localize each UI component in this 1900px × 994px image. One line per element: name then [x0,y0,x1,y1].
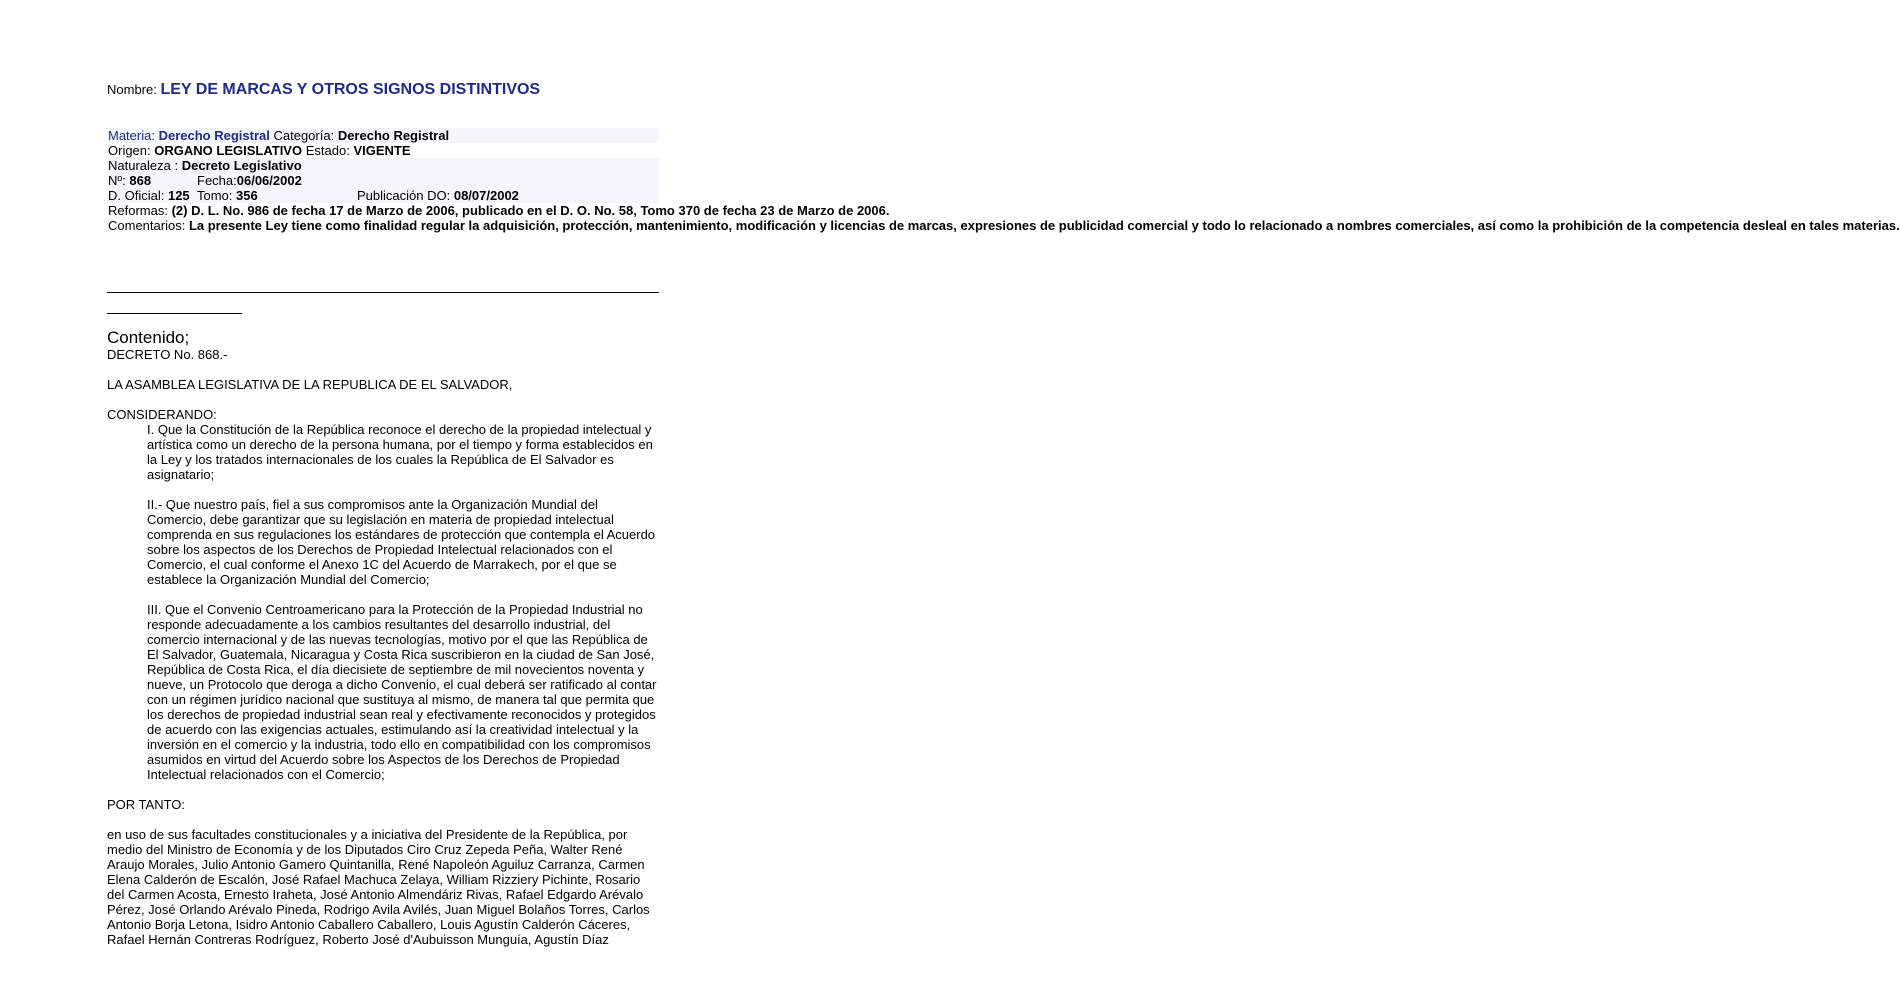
fecha-value: 06/06/2002 [236,173,302,188]
reformas-value: (2) D. L. No. 986 de fecha 17 de Marzo de 2006, publicado en el D. O. No. 58, Tomo 370 de fecha 23 de Marzo de 2006. [171,203,890,218]
contenido-heading: Contenido; [107,328,190,347]
estado-value: VIGENTE [353,143,411,158]
por-tanto-para: en uso de sus facultades constitucionales y a iniciativa del Presidente de la República, por medio del Ministro de Economía y de los Diputados Ciro Cruz Zepeda Peña, Walter René Araujo Morales, Julio Antonio Gamero Quintanilla, René Napoleón Aguiluz Carranza, Carmen Elena Calderón de Escalón, José Rafael Machuca Zelaya, William Rizziery Pichinte, Rosario del Carmen Acosta, Ernesto Iraheta, José Antonio Almendáriz Rivas, Rafael Edgardo Arévalo Pérez, José Orlando Arévalo Pineda, Rodrigo Avila Avilés, Juan Miguel Bolaños Torres, Carlos Antonio Borja Letona, Isidro Antonio Caballero Caballero, Louis Agustín Calderón Cáceres, Rafael Hernán Contreras Rodríguez, Roberto José d'Aubuisson Munguía, Agustín Díaz [107,827,650,947]
materia-value: Derecho Registral [158,128,270,143]
reformas-label: Reformas: [108,203,168,218]
materia-label: Materia: [108,128,155,143]
numero-value: 868 [129,173,152,188]
comentarios-value: La presente Ley tiene como finalidad regular la adquisición, protección, mantenimiento, modificación y licencias de marcas, expresiones de publicidad comercial y todo lo relacionado a nombres comerciales, así como la prohibición de la competencia desleal en tales materias. [188,218,1900,233]
publicacion-label: Publicación DO: [357,188,451,203]
numero-label: Nº: [108,173,126,188]
fecha-label: Fecha: [197,173,237,188]
publicacion-value: 08/07/2002 [453,188,519,203]
por-tanto-heading: POR TANTO: [107,797,186,812]
reformas-row [107,203,890,218]
doficial-value: 125 [167,188,190,203]
categoria-value: Derecho Registral [337,128,450,143]
tomo-label: Tomo: [197,188,233,203]
naturaleza-value: Decreto Legislativo [181,158,302,173]
doficial-row [107,188,659,203]
categoria-label: Categoría: [273,128,335,143]
short-divider-line [107,313,242,314]
doficial-label: D. Oficial: [108,188,165,203]
asamblea-line: LA ASAMBLEA LEGISLATIVA DE LA REPUBLICA DE EL SALVADOR, [107,377,513,392]
numero-row [107,173,659,188]
considerando-para-2: II.- Que nuestro país, fiel a sus compromisos ante la Organización Mundial del Comercio, debe garantizar que su legislación en materia de propiedad intelectual comprenda en sus regulaciones los estándares de protección que contempla el Acuerdo sobre los aspectos de los Derechos de Propiedad Intelectual relacionados con el Comercio, el cual conforme el Anexo 1C del Acuerdo de Marrakech, por el que se establece la Organización Mundial del Comercio; [147,497,656,587]
naturaleza-row [107,158,659,173]
comentarios-row [107,218,1900,233]
materia-row [107,128,659,143]
divider-line [107,292,659,293]
considerando-para-1: I. Que la Constitución de la República reconoce el derecho de la propiedad intelectual y artística como un derecho de la persona humana, por el tiempo y forma establecidos en la Ley y los tratados internacionales de los cuales la República de El Salvador es asignatario; [147,422,653,482]
decree-body [107,347,659,947]
comentarios-label: Comentarios: [108,218,186,233]
tomo-value: 356 [236,188,258,203]
origen-label: Origen: [108,143,151,158]
decreto-number: DECRETO No. 868.- [107,347,228,362]
estado-label: Estado: [305,143,350,158]
metadata-block [107,128,1900,233]
considerando-para-3: III. Que el Convenio Centroamericano para la Protección de la Propiedad Industrial no responde adecuadamente a los cambios resultantes del desarrollo industrial, del comercio internacional y de las nuevas tecnologías, motivo por el que las República de El Salvador, Guatemala, Nicaragua y Costa Rica suscribieron en la ciudad de San José, República de Costa Rica, el día diecisiete de septiembre de mil novecientos noventa y nueve, un Protocolo que deroga a dicho Convenio, el cual deberá ser ratificado al contar con un régimen jurídico nacional que sustituya al mismo, de manera tal que permita que los derechos de propiedad industrial sean real y efectivamente reconocidos y protegidos de acuerdo con las exigencias actuales, estimulando así la creatividad intelectual y la inversión en el comercio y la industria, todo ello en compatibilidad con los compromisos asumidos en virtud del Acuerdo sobre los Aspectos de los Derechos de Propiedad Intelectual relacionados con el Comercio; [147,602,657,782]
name-label: Nombre: [107,82,157,97]
law-name-line [107,81,540,99]
considerando-heading: CONSIDERANDO: [107,407,217,422]
naturaleza-label: Naturaleza : [108,158,179,173]
origen-value: ORGANO LEGISLATIVO [154,143,303,158]
origen-row [107,143,659,158]
law-title: LEY DE MARCAS Y OTROS SIGNOS DISTINTIVOS [160,81,541,98]
